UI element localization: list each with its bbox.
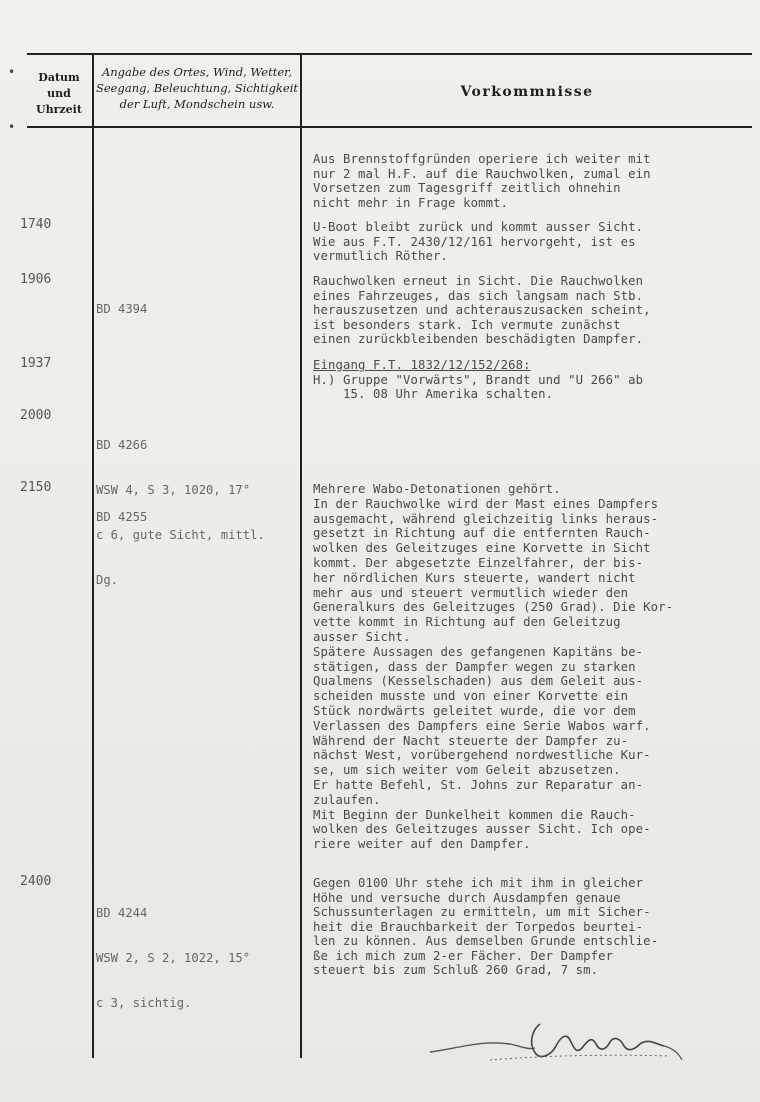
entry-line: Mit Beginn der Dunkelheit kommen die Rauch- <box>313 807 636 822</box>
place-line: BD 4266 <box>96 438 148 452</box>
date-header-line: Uhrzeit <box>36 103 82 116</box>
entry-line: In der Rauchwolke wird der Mast eines Dampfers <box>313 496 659 511</box>
place-line: WSW 4, S 3, 1020, 17° <box>96 483 251 497</box>
entry-line: zulaufen. <box>313 792 381 807</box>
entry-line: ausser Sicht. <box>313 629 411 644</box>
entry-place <box>96 876 250 1041</box>
entry-line: mehr aus und steuert vermutlich wieder den <box>313 585 629 600</box>
entry-line: steuert bis zum Schluß 260 Grad, 7 sm. <box>313 963 599 977</box>
entry-line: kommt. Der abgesetzte Einzelfahrer, der bis- <box>313 555 644 570</box>
entry-line: H.) Gruppe "Vorwärts", Brandt und "U 266" ab <box>313 372 644 387</box>
entry-line: vermutlich Röther. <box>313 249 449 263</box>
log-entry <box>313 876 749 978</box>
date-column-header <box>28 70 90 118</box>
entry-line: len zu können. Aus demselben Grunde entschlie- <box>313 934 659 948</box>
entry-line: Er hatte Befehl, St. Johns zur Reparatur an- <box>313 777 644 792</box>
log-entry <box>313 152 749 210</box>
entry-line: Spätere Aussagen des gefangenen Kapitäns be- <box>313 644 644 659</box>
header-bottom-rule <box>27 126 752 128</box>
log-entry <box>313 482 749 852</box>
entry-line: nur 2 mal H.F. auf die Rauchwolken, zumal ein <box>313 166 651 181</box>
punch-mark: • <box>8 120 16 134</box>
table-top-rule <box>27 53 752 55</box>
entry-line: Stück nordwärts geleitet wurde, die vor dem <box>313 703 636 718</box>
entry-time: 2150 <box>20 480 52 495</box>
entry-line: Aus Brennstoffgründen operiere ich weiter mit <box>313 152 651 166</box>
log-entry <box>313 358 749 402</box>
entry-line: stätigen, dass der Dampfer wegen zu starken <box>313 659 636 674</box>
entry-line: Rauchwolken erneut in Sicht. Die Rauchwolken <box>313 274 644 288</box>
date-header-line: und <box>47 87 71 100</box>
entry-line: Mehrere Wabo-Detonationen gehört. <box>313 482 561 496</box>
entry-line: ausgemacht, während gleichzeitig links heraus- <box>313 511 659 526</box>
entry-line: wolken des Geleitzuges ausser Sicht. Ich ope- <box>313 822 651 837</box>
place-line: BD 4244 <box>96 906 148 920</box>
date-column-divider <box>92 53 94 1058</box>
entry-time: 2400 <box>20 874 52 889</box>
log-entry <box>313 220 749 264</box>
entry-line: gesetzt in Richtung auf die entfernten Rauch- <box>313 526 651 541</box>
place-line: c 3, sichtig. <box>96 996 192 1010</box>
entry-line: ße ich mich zum 2-er Fächer. Der Dampfer <box>313 948 614 963</box>
log-entry <box>313 274 749 347</box>
entry-line: Qualmens (Kesselschaden) aus dem Geleit aus- <box>313 674 644 689</box>
entry-line: nicht mehr in Frage kommt. <box>313 195 509 210</box>
entry-line: herauszusetzen und achterauszusacken scheint, <box>313 303 651 317</box>
entry-line: eines Fahrzeuges, das sich langsam nach Stb. <box>313 288 644 303</box>
entry-line: vette kommt in Richtung auf den Geleitzug <box>313 615 621 630</box>
entry-line: Eingang F.T. 1832/12/152/268: <box>313 358 531 372</box>
place-header-line: Seegang, Beleuchtung, Sichtigkeit <box>95 81 299 95</box>
entry-place <box>96 480 147 555</box>
handwritten-signature <box>420 1010 720 1070</box>
entry-place <box>96 272 147 347</box>
place-column-header <box>94 64 300 112</box>
entry-time: 1937 <box>20 356 52 371</box>
entry-line: scheiden musste und von einer Korvette ein <box>313 689 629 704</box>
entry-line: wolken des Geleitzuges eine Korvette in Sicht <box>313 541 651 556</box>
place-line: Dg. <box>96 573 119 587</box>
entry-time: 1740 <box>20 217 52 232</box>
date-header-line: Datum <box>38 71 80 84</box>
place-line: WSW 2, S 2, 1022, 15° <box>96 951 251 965</box>
entry-line: ist besonders stark. Ich vermute zunächst <box>313 317 621 332</box>
entry-line: 15. 08 Uhr Amerika schalten. <box>313 387 554 401</box>
entry-line: nächst West, vorübergehend nordwestliche Kur- <box>313 748 651 763</box>
place-line: c 6, gute Sicht, mittl. <box>96 528 265 542</box>
entry-line: Wie aus F.T. 2430/12/161 hervorgeht, ist es <box>313 234 636 249</box>
entry-line: Generalkurs des Geleitzuges (250 Grad). Die Kor- <box>313 600 674 615</box>
punch-mark: • <box>8 65 16 79</box>
entry-line: heit die Brauchbarkeit der Torpedos beurtei- <box>313 919 644 934</box>
place-header-line: der Luft, Mondschein usw. <box>119 97 275 111</box>
place-line: BD 4394 <box>96 302 148 316</box>
entry-line: Während der Nacht steuerte der Dampfer zu- <box>313 733 629 748</box>
entry-line: Gegen 0100 Uhr stehe ich mit ihm in gleicher <box>313 876 644 890</box>
entry-line: U-Boot bleibt zurück und kommt ausser Sicht. <box>313 220 644 234</box>
entry-line: Höhe und versuche durch Ausdampfen genaue <box>313 890 621 905</box>
place-column-divider <box>300 53 302 1058</box>
entry-line: Verlassen des Dampfers eine Serie Wabos warf. <box>313 718 651 733</box>
place-header-line: Angabe des Ortes, Wind, Wetter, <box>101 65 293 79</box>
entry-line: einen zurückbleibenden beschädigten Dampfer. <box>313 332 644 346</box>
entry-line: Schussunterlagen zu ermitteln, um mit Sicher- <box>313 905 651 919</box>
entry-time: 1906 <box>20 272 52 287</box>
entry-line: riere weiter auf den Dampfer. <box>313 837 531 852</box>
entry-line: se, um sich weiter vom Geleit abzusetzen. <box>313 763 621 778</box>
place-line: BD 4255 <box>96 510 148 524</box>
entry-line: Vorsetzen zum Tagesgriff zeitlich ohnehin <box>313 181 621 195</box>
entry-line: her nördlichen Kurs steuerte, wandert nicht <box>313 570 636 585</box>
entry-time: 2000 <box>20 408 52 423</box>
events-column-header: Vorkommnisse <box>460 84 594 100</box>
